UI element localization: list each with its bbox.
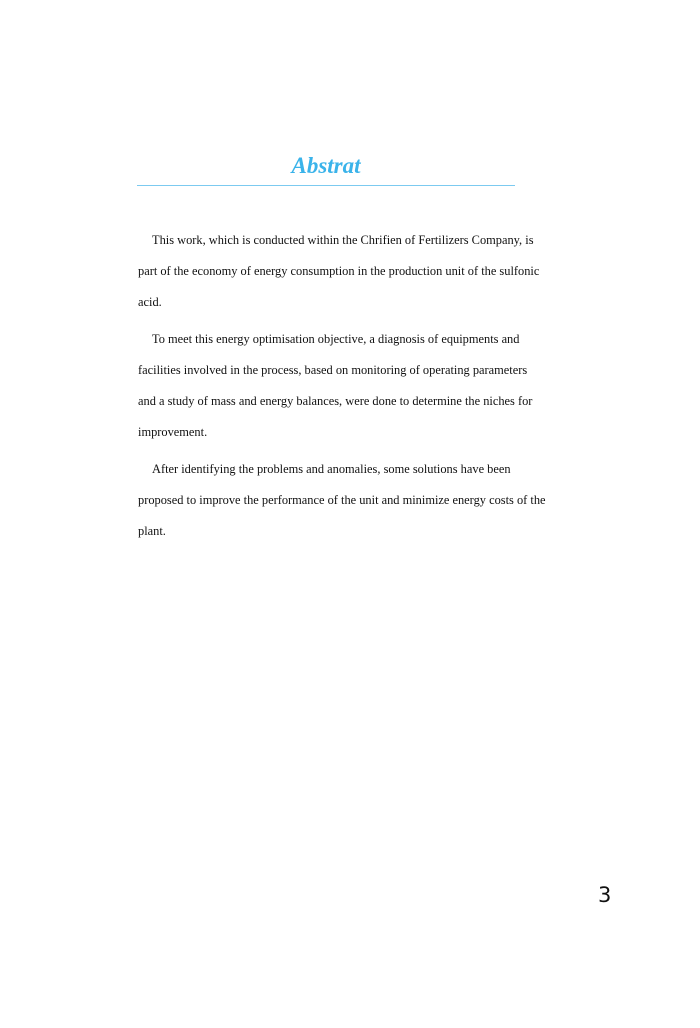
abstract-paragraph-2 — [138, 324, 568, 448]
paragraph-line: To meet this energy optimisation objective, a diagnosis of equipments and — [152, 332, 520, 346]
page-number: 3 — [598, 883, 612, 907]
page-title: Abstrat — [291, 153, 361, 178]
title-divider — [137, 185, 515, 186]
paragraph-line: acid. — [138, 295, 162, 309]
paragraph-line: proposed to improve the performance of the unit and minimize energy costs of the — [138, 493, 546, 507]
paragraph-line: This work, which is conducted within the Chrifien of Fertilizers Company, is — [152, 233, 534, 247]
paragraph-line: After identifying the problems and anomalies, some solutions have been — [152, 462, 511, 476]
paragraph-line: facilities involved in the process, based on monitoring of operating parameters — [138, 363, 528, 377]
abstract-body — [138, 225, 568, 553]
paragraph-line: plant. — [138, 524, 166, 538]
abstract-paragraph-1 — [138, 225, 568, 318]
paragraph-line: part of the economy of energy consumption in the production unit of the sulfonic — [138, 264, 540, 278]
paragraph-line: improvement. — [138, 425, 208, 439]
abstract-paragraph-3 — [138, 454, 568, 547]
paragraph-line: and a study of mass and energy balances, were done to determine the niches for — [138, 394, 533, 408]
